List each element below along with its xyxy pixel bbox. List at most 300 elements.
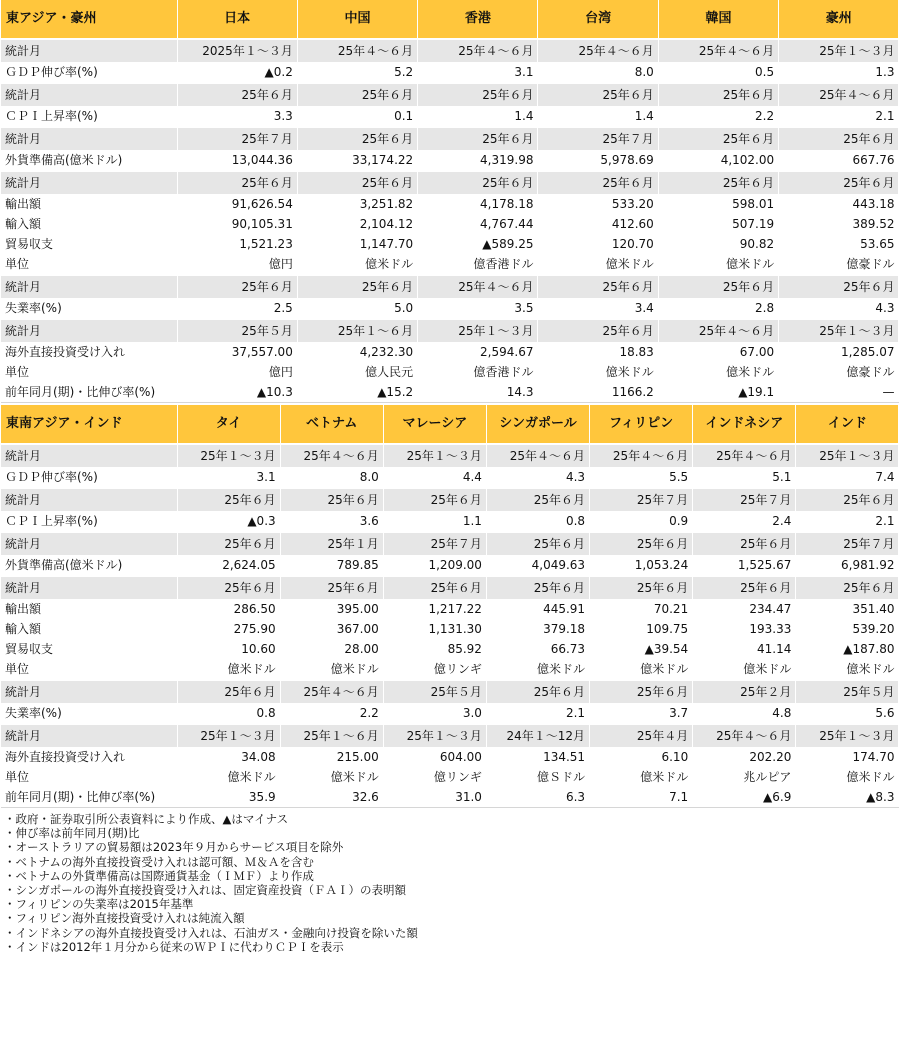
period-row (1, 532, 899, 555)
period-cell: 25年６月 (538, 319, 658, 342)
period-cell: 25年１～３月 (779, 39, 899, 62)
value-cell: 1,209.00 (383, 555, 486, 576)
value-cell: 億米ドル (177, 659, 280, 680)
value-cell: ▲10.3 (177, 382, 297, 403)
value-cell: 1,285.07 (779, 342, 899, 362)
period-cell: 25年６月 (280, 488, 383, 511)
value-cell: 2.1 (796, 511, 899, 532)
period-label: 統計月 (1, 444, 177, 467)
section-title: 東南アジア・インド (1, 405, 177, 444)
value-cell: 379.18 (486, 619, 589, 639)
value-cell: 351.40 (796, 599, 899, 619)
period-cell: 25年６月 (177, 83, 297, 106)
value-cell: 億米ドル (280, 659, 383, 680)
value-cell: 18.83 (538, 342, 658, 362)
row-label: 輸入額 (1, 619, 177, 639)
value-cell: 億香港ドル (418, 254, 538, 275)
period-cell: 25年４～６月 (280, 680, 383, 703)
period-cell: 25年７月 (796, 532, 899, 555)
row-label: 外貨準備高(億米ドル) (1, 150, 177, 171)
value-cell: 2,594.67 (418, 342, 538, 362)
period-cell: 25年７月 (590, 488, 693, 511)
row-label: 輸出額 (1, 599, 177, 619)
period-label: 統計月 (1, 171, 177, 194)
period-cell: 25年６月 (486, 576, 589, 599)
value-cell: 億米ドル (297, 254, 417, 275)
value-cell: 5.5 (590, 467, 693, 488)
value-cell: 32.6 (280, 787, 383, 808)
country-header: フィリピン (590, 405, 693, 444)
period-cell: 25年６月 (590, 576, 693, 599)
data-row (1, 747, 899, 767)
country-header: 日本 (177, 0, 297, 39)
country-header: 韓国 (658, 0, 778, 39)
value-cell: 14.3 (418, 382, 538, 403)
value-cell: 120.70 (538, 234, 658, 254)
period-cell: 25年４～６月 (280, 444, 383, 467)
period-cell: 25年４～６月 (297, 39, 417, 62)
data-row (1, 106, 899, 127)
value-cell: 1,521.23 (177, 234, 297, 254)
period-cell: 24年１～12月 (486, 724, 589, 747)
value-cell: 202.20 (693, 747, 796, 767)
data-row (1, 599, 899, 619)
value-cell: 億人民元 (297, 362, 417, 382)
value-cell: 億リンギ (383, 767, 486, 787)
value-cell: 1.3 (779, 62, 899, 83)
period-cell: 25年６月 (658, 275, 778, 298)
period-row (1, 39, 899, 62)
value-cell: 億円 (177, 254, 297, 275)
country-header: ベトナム (280, 405, 383, 444)
value-cell: 193.33 (693, 619, 796, 639)
period-label: 統計月 (1, 488, 177, 511)
value-cell: 4,178.18 (418, 194, 538, 214)
value-cell: 1.4 (538, 106, 658, 127)
country-header: 台湾 (538, 0, 658, 39)
value-cell: 1,053.24 (590, 555, 693, 576)
country-header: インド (796, 405, 899, 444)
period-cell: 25年６月 (297, 127, 417, 150)
period-row (1, 319, 899, 342)
period-cell: 25年６月 (177, 171, 297, 194)
data-row (1, 62, 899, 83)
period-cell: 25年４月 (590, 724, 693, 747)
period-cell: 25年６月 (796, 576, 899, 599)
row-label: 単位 (1, 767, 177, 787)
value-cell: 億米ドル (538, 362, 658, 382)
period-label: 統計月 (1, 275, 177, 298)
value-cell: 53.65 (779, 234, 899, 254)
data-row (1, 254, 899, 275)
value-cell: 3.1 (177, 467, 280, 488)
data-row (1, 767, 899, 787)
period-row (1, 275, 899, 298)
value-cell: ▲8.3 (796, 787, 899, 808)
value-cell: 2.4 (693, 511, 796, 532)
value-cell: 億米ドル (280, 767, 383, 787)
period-row (1, 127, 899, 150)
note-line: ・シンガポールの海外直接投資受け入れは、固定資産投資（ＦＡＩ）の表明額 (4, 883, 406, 898)
value-cell: ▲15.2 (297, 382, 417, 403)
country-header: 中国 (297, 0, 417, 39)
period-cell: 25年４～６月 (779, 83, 899, 106)
value-cell: 億米ドル (693, 659, 796, 680)
data-row (1, 150, 899, 171)
period-cell: 25年１～３月 (177, 444, 280, 467)
value-cell: 789.85 (280, 555, 383, 576)
period-cell: 25年５月 (796, 680, 899, 703)
period-cell: 25年６月 (297, 171, 417, 194)
data-row (1, 703, 899, 724)
value-cell: 8.0 (538, 62, 658, 83)
period-cell: 25年６月 (779, 275, 899, 298)
period-cell: 25年５月 (177, 319, 297, 342)
row-label: 貿易収支 (1, 639, 177, 659)
value-cell: 4,102.00 (658, 150, 778, 171)
value-cell: 0.1 (297, 106, 417, 127)
value-cell: 66.73 (486, 639, 589, 659)
period-cell: 25年６月 (177, 576, 280, 599)
value-cell: 34.08 (177, 747, 280, 767)
value-cell: 3.3 (177, 106, 297, 127)
country-header: インドネシア (693, 405, 796, 444)
value-cell: ▲187.80 (796, 639, 899, 659)
period-cell: 25年１～３月 (383, 724, 486, 747)
value-cell: 4.8 (693, 703, 796, 724)
note-line: ・フィリピンの失業率は2015年基準 (4, 897, 194, 912)
value-cell: ▲0.2 (177, 62, 297, 83)
row-label: 貿易収支 (1, 234, 177, 254)
value-cell: 4,232.30 (297, 342, 417, 362)
value-cell: 0.8 (177, 703, 280, 724)
value-cell: 395.00 (280, 599, 383, 619)
value-cell: 1.1 (383, 511, 486, 532)
country-header: シンガポール (486, 405, 589, 444)
row-label: ＧＤＰ伸び率(%) (1, 62, 177, 83)
data-row (1, 382, 899, 403)
data-row (1, 298, 899, 319)
value-cell: — (779, 382, 899, 403)
value-cell: 1,131.30 (383, 619, 486, 639)
period-cell: 25年６月 (658, 127, 778, 150)
value-cell: 667.76 (779, 150, 899, 171)
note-line: ・政府・証券取引所公表資料により作成、▲はマイナス (4, 812, 289, 826)
indicator-table-0 (1, 0, 899, 403)
period-cell: 25年６月 (177, 532, 280, 555)
period-cell: 25年１月 (280, 532, 383, 555)
indicator-table-1 (1, 405, 899, 808)
period-cell: 25年４～６月 (538, 39, 658, 62)
period-cell: 25年６月 (297, 275, 417, 298)
period-cell: 25年６月 (486, 488, 589, 511)
period-cell: 25年４～６月 (418, 39, 538, 62)
period-cell: 25年１～３月 (796, 444, 899, 467)
value-cell: 174.70 (796, 747, 899, 767)
value-cell: 37,557.00 (177, 342, 297, 362)
period-cell: 25年４～６月 (658, 39, 778, 62)
data-row (1, 194, 899, 214)
value-cell: 3.1 (418, 62, 538, 83)
value-cell: 億米ドル (590, 659, 693, 680)
section-title: 東アジア・豪州 (1, 0, 177, 39)
value-cell: 4,049.63 (486, 555, 589, 576)
period-cell: 25年４～６月 (418, 275, 538, 298)
country-header: タイ (177, 405, 280, 444)
value-cell: 3.5 (418, 298, 538, 319)
note-line: ・ベトナムの海外直接投資受け入れは認可額、Ｍ＆Ａを含む (4, 854, 314, 869)
note-line: ・インドは2012年１月分から従来のＷＰＩに代わりＣＰＩを表示 (4, 939, 344, 954)
period-row (1, 444, 899, 467)
period-cell: 25年１～６月 (297, 319, 417, 342)
period-cell: 25年４～６月 (590, 444, 693, 467)
note-line: ・フィリピン海外直接投資受け入れは純流入額 (4, 911, 245, 926)
data-row (1, 787, 899, 808)
period-cell: 25年７月 (538, 127, 658, 150)
value-cell: 2,104.12 (297, 214, 417, 234)
period-cell: 25年６月 (779, 171, 899, 194)
period-cell: 25年６月 (538, 275, 658, 298)
period-cell: 25年６月 (658, 171, 778, 194)
value-cell: 1,525.67 (693, 555, 796, 576)
value-cell: 5,978.69 (538, 150, 658, 171)
period-cell: 25年１～３月 (779, 319, 899, 342)
value-cell: 1,217.22 (383, 599, 486, 619)
period-row (1, 724, 899, 747)
value-cell: 234.47 (693, 599, 796, 619)
row-label: 前年同月(期)・比伸び率(%) (1, 787, 177, 808)
data-row (1, 511, 899, 532)
period-cell: 25年１～６月 (280, 724, 383, 747)
data-row (1, 362, 899, 382)
value-cell: 31.0 (383, 787, 486, 808)
data-row (1, 639, 899, 659)
value-cell: 10.60 (177, 639, 280, 659)
section-header-row (1, 405, 899, 444)
value-cell: 70.21 (590, 599, 693, 619)
value-cell: 275.90 (177, 619, 280, 639)
value-cell: 3.6 (280, 511, 383, 532)
value-cell: ▲589.25 (418, 234, 538, 254)
period-cell: 25年６月 (486, 532, 589, 555)
value-cell: 67.00 (658, 342, 778, 362)
period-cell: 25年４～６月 (486, 444, 589, 467)
period-label: 統計月 (1, 39, 177, 62)
value-cell: 億米ドル (590, 767, 693, 787)
data-row (1, 467, 899, 488)
value-cell: 億Ｓドル (486, 767, 589, 787)
value-cell: 3.4 (538, 298, 658, 319)
value-cell: ▲39.54 (590, 639, 693, 659)
country-header: 豪州 (779, 0, 899, 39)
value-cell: 2.1 (779, 106, 899, 127)
period-cell: 25年６月 (418, 171, 538, 194)
value-cell: 億米ドル (177, 767, 280, 787)
period-cell: 25年６月 (486, 680, 589, 703)
value-cell: 億米ドル (796, 767, 899, 787)
row-label: 前年同月(期)・比伸び率(%) (1, 382, 177, 403)
row-label: 失業率(%) (1, 298, 177, 319)
value-cell: 2.2 (658, 106, 778, 127)
period-cell: 25年６月 (177, 488, 280, 511)
value-cell: 億円 (177, 362, 297, 382)
note-line: ・伸び率は前年同月(期)比 (4, 826, 140, 841)
value-cell: 2.5 (177, 298, 297, 319)
period-cell: 25年６月 (658, 83, 778, 106)
row-label: 輸出額 (1, 194, 177, 214)
value-cell: 億米ドル (658, 362, 778, 382)
value-cell: 604.00 (383, 747, 486, 767)
value-cell: 6,981.92 (796, 555, 899, 576)
value-cell: 3.0 (383, 703, 486, 724)
period-cell: 25年６月 (383, 488, 486, 511)
value-cell: 0.8 (486, 511, 589, 532)
period-cell: 25年６月 (538, 171, 658, 194)
value-cell: ▲19.1 (658, 382, 778, 403)
value-cell: 2.8 (658, 298, 778, 319)
period-label: 統計月 (1, 319, 177, 342)
period-label: 統計月 (1, 127, 177, 150)
period-row (1, 576, 899, 599)
value-cell: 2,624.05 (177, 555, 280, 576)
period-cell: 25年５月 (383, 680, 486, 703)
value-cell: 億香港ドル (418, 362, 538, 382)
value-cell: 215.00 (280, 747, 383, 767)
period-cell: 25年６月 (418, 127, 538, 150)
row-label: 単位 (1, 254, 177, 275)
value-cell: 109.75 (590, 619, 693, 639)
period-cell: 25年１～３月 (177, 724, 280, 747)
value-cell: 539.20 (796, 619, 899, 639)
data-row (1, 234, 899, 254)
value-cell: 5.2 (297, 62, 417, 83)
period-cell: 25年１～３月 (383, 444, 486, 467)
row-label: 失業率(%) (1, 703, 177, 724)
period-cell: 25年６月 (693, 532, 796, 555)
value-cell: 4,319.98 (418, 150, 538, 171)
value-cell: 13,044.36 (177, 150, 297, 171)
data-row (1, 214, 899, 234)
row-label: 単位 (1, 659, 177, 680)
value-cell: 134.51 (486, 747, 589, 767)
value-cell: 4.4 (383, 467, 486, 488)
value-cell: 5.0 (297, 298, 417, 319)
period-cell: 25年１～３月 (418, 319, 538, 342)
note-line: ・オーストラリアの貿易額は2023年９月からサービス項目を除外 (4, 840, 344, 855)
value-cell: 5.1 (693, 467, 796, 488)
value-cell: 443.18 (779, 194, 899, 214)
value-cell: 0.9 (590, 511, 693, 532)
value-cell: 8.0 (280, 467, 383, 488)
value-cell: 億リンギ (383, 659, 486, 680)
period-cell: 25年４～６月 (658, 319, 778, 342)
period-cell: 2025年１～３月 (177, 39, 297, 62)
period-cell: 25年６月 (280, 576, 383, 599)
period-cell: 25年１～３月 (796, 724, 899, 747)
value-cell: 412.60 (538, 214, 658, 234)
value-cell: 6.3 (486, 787, 589, 808)
value-cell: ▲0.3 (177, 511, 280, 532)
value-cell: 4.3 (486, 467, 589, 488)
value-cell: 4.3 (779, 298, 899, 319)
value-cell: 1,147.70 (297, 234, 417, 254)
row-label: 海外直接投資受け入れ (1, 747, 177, 767)
value-cell: 億米ドル (538, 254, 658, 275)
period-cell: 25年６月 (779, 127, 899, 150)
period-cell: 25年７月 (693, 488, 796, 511)
period-row (1, 83, 899, 106)
section-header-row (1, 0, 899, 39)
period-label: 統計月 (1, 532, 177, 555)
period-row (1, 680, 899, 703)
value-cell: 億米ドル (658, 254, 778, 275)
period-cell: 25年６月 (590, 680, 693, 703)
value-cell: 兆ルピア (693, 767, 796, 787)
value-cell: 598.01 (658, 194, 778, 214)
value-cell: 507.19 (658, 214, 778, 234)
data-row (1, 342, 899, 362)
note-line: ・インドネシアの海外直接投資受け入れは、石油ガス・金融向け投資を除いた額 (4, 925, 418, 940)
period-cell: 25年７月 (383, 532, 486, 555)
value-cell: 445.91 (486, 599, 589, 619)
value-cell: 7.4 (796, 467, 899, 488)
value-cell: 3,251.82 (297, 194, 417, 214)
data-row (1, 659, 899, 680)
row-label: ＣＰＩ上昇率(%) (1, 511, 177, 532)
value-cell: 6.10 (590, 747, 693, 767)
value-cell: 389.52 (779, 214, 899, 234)
period-cell: 25年６月 (590, 532, 693, 555)
value-cell: 0.5 (658, 62, 778, 83)
period-cell: 25年６月 (418, 83, 538, 106)
period-label: 統計月 (1, 83, 177, 106)
value-cell: 2.2 (280, 703, 383, 724)
value-cell: 2.1 (486, 703, 589, 724)
row-label: 海外直接投資受け入れ (1, 342, 177, 362)
value-cell: 91,626.54 (177, 194, 297, 214)
period-label: 統計月 (1, 680, 177, 703)
value-cell: 90.82 (658, 234, 778, 254)
value-cell: 5.6 (796, 703, 899, 724)
value-cell: 億米ドル (796, 659, 899, 680)
period-cell: 25年６月 (383, 576, 486, 599)
period-cell: 25年７月 (177, 127, 297, 150)
value-cell: 億米ドル (486, 659, 589, 680)
period-cell: 25年６月 (693, 576, 796, 599)
data-row (1, 619, 899, 639)
value-cell: 億豪ドル (779, 362, 899, 382)
period-cell: 25年４～６月 (693, 724, 796, 747)
value-cell: 533.20 (538, 194, 658, 214)
period-cell: 25年２月 (693, 680, 796, 703)
country-header: マレーシア (383, 405, 486, 444)
period-row (1, 171, 899, 194)
value-cell: 41.14 (693, 639, 796, 659)
period-cell: 25年６月 (538, 83, 658, 106)
period-label: 統計月 (1, 576, 177, 599)
value-cell: 1.4 (418, 106, 538, 127)
notes-block (4, 812, 900, 954)
value-cell: 367.00 (280, 619, 383, 639)
row-label: 単位 (1, 362, 177, 382)
note-line: ・ベトナムの外貨準備高は国際通貨基金（ＩＭＦ）より作成 (4, 868, 314, 883)
value-cell: 3.7 (590, 703, 693, 724)
value-cell: 35.9 (177, 787, 280, 808)
value-cell: 1166.2 (538, 382, 658, 403)
value-cell: 28.00 (280, 639, 383, 659)
row-label: ＧＤＰ伸び率(%) (1, 467, 177, 488)
data-row (1, 555, 899, 576)
